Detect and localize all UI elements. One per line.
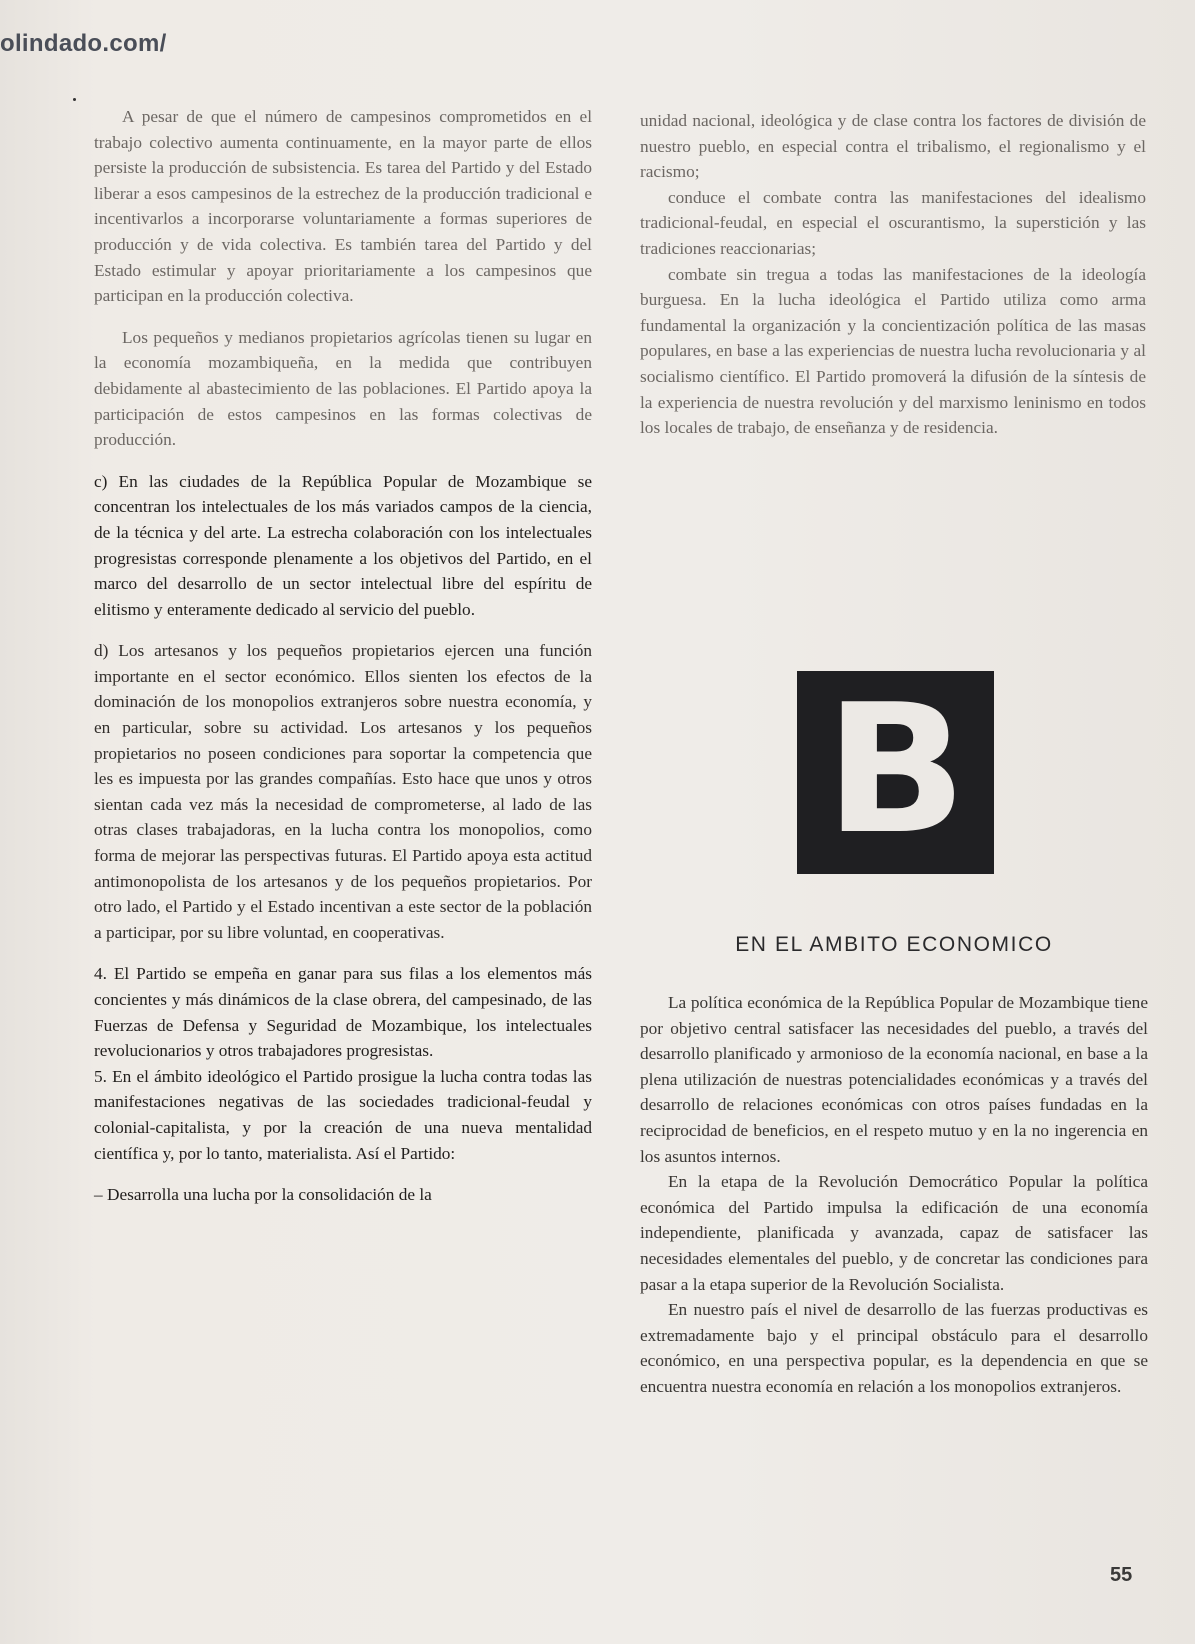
stray-mark: [73, 98, 76, 101]
left-column: [94, 104, 592, 1208]
paragraph-fuerzas-productivas: En nuestro país el nivel de desarrollo de las fuerzas productivas es extremadamente bajo y el principal obstáculo para el desarrollo económico, en una perspectiva popular, es la dependencia en que se encuentra nuestra economía en relación a los monopolios extranjeros.: [640, 1300, 1148, 1396]
paragraph-point-5: 5. En el ámbito ideológico el Partido prosigue la lucha contra todas las manifestaciones negativas de las sociedades tradicional-feudal y colonial-capitalista, y por la creación de una nueva mentalidad científica y, por lo tanto, materialista. Así el Partido:: [94, 1066, 592, 1163]
section-letter: B: [824, 665, 967, 873]
section-letter-block: [797, 665, 994, 874]
paragraph-unidad-nacional: unidad nacional, ideológica y de clase contra los factores de división de nuestro pueblo, en especial contra el tribalismo, el regionalismo y el racismo;: [640, 111, 1146, 182]
paragraph-idealismo: conduce el combate contra las manifestaciones del idealismo tradicional-feudal, en especial el oscurantismo, la superstición y las tradiciones reaccionarias;: [640, 187, 1146, 258]
paragraph-intelectuales: c) En las ciudades de la República Popular de Mozambique se concentran los intelectuales de los más variados campos de la ciencia, de la técnica y del arte. La estrecha colaboración con los intelectuales progresistas corresponde plenamente a los objetivos del Partido, en el marco del desarrollo de un sector intelectual libre del espíritu de elitismo y enteramente dedicado al servicio del pueblo.: [94, 471, 592, 619]
right-column-top: [640, 108, 1146, 441]
right-column-bottom: [640, 990, 1148, 1400]
paragraph-campesinos: A pesar de que el número de campesinos comprometidos en el trabajo colectivo aumenta continuamente, en la mayor parte de ellos persiste la producción de subsistencia. Es tarea del Partido y del Estado liberar a esos campesinos de la estrechez de la producción tradicional e incentivarlos a incorporarse voluntariamente a formas superiores de producción y de vida colectiva. Es también tarea del Partido y del Estado estimular y apoyar prioritariamente a los campesinos que participan en la producción colectiva.: [94, 107, 592, 306]
paragraph-artesanos: d) Los artesanos y los pequeños propietarios ejercen una función importante en el sector económico. Ellos sienten los efectos de la dominación de los monopolios extranjeros sobre nuestra economía, y en particular, sobre su actividad. Los artesanos y los pequeños propietarios no poseen condiciones para soportar la competencia que les es impuesta por las grandes compañías. Esto hace que unos y otros sientan cada vez más la necesidad de comprometerse, al lado de las otras clases trabajadoras, en la lucha contra los monopolios, como forma de mejorar las perspectivas futuras. El Partido apoya esta actitud antimonopolista de los artesanos y de los pequeños propietarios. Por otro lado, el Partido y el Estado incentivan a este sector de la población a participar, por su libre voluntad, en cooperativas.: [94, 641, 592, 942]
watermark-url: olindado.com/: [0, 30, 167, 57]
paragraph-dash-item: – Desarrolla una lucha por la consolidación de la: [94, 1185, 432, 1205]
paragraph-revolucion-democratica: En la etapa de la Revolución Democrático Popular la política económica del Partido impulsa la edificación de una economía independiente, planificada y avanzada, capaz de satisfacer las necesidades elementales del pueblo, y de concretar las condiciones para pasar a la etapa superior de la Revolución Socialista.: [640, 1172, 1148, 1294]
paragraph-politica-economica: La política económica de la República Popular de Mozambique tiene por objetivo central satisfacer las necesidades del pueblo, a través del desarrollo planificado y armonioso de la economía nacional, en base a la plena utilización de nuestras potencialidades económicas y a través del desarrollo de relaciones económicas con otros países fundadas en la reciprocidad de beneficios, en el respeto mutuo y en la no ingerencia en los asuntos internos.: [640, 993, 1148, 1166]
section-heading: EN EL AMBITO ECONOMICO: [735, 933, 1053, 956]
page-number: 55: [1110, 1564, 1133, 1586]
paragraph-pequenos-propietarios: Los pequeños y medianos propietarios agrícolas tienen su lugar en la economía mozambiqueña, en la medida que contribuyen debidamente al abastecimiento de las poblaciones. El Partido apoya la participación de estos campesinos en las formas colectivas de producción.: [94, 327, 592, 450]
paragraph-point-4: 4. El Partido se empeña en ganar para sus filas a los elementos más concientes y más dinámicos de la clase obrera, del campesinado, de las Fuerzas de Defensa y Seguridad de Mozambique, los intelectuales revolucionarios y otros trabajadores progresistas.: [94, 964, 592, 1061]
paragraph-ideologia-burguesa: combate sin tregua a todas las manifestaciones de la ideología burguesa. En la lucha ideológica el Partido utiliza como arma fundamental la organización y la concientización política de las masas populares, en base a las experiencias de nuestra lucha revolucionaria y al socialismo científico. El Partido promoverá la difusión de la síntesis de la experiencia de nuestra revolución y del marxismo leninismo en todos los locales de trabajo, de enseñanza y de residencia.: [640, 264, 1146, 438]
